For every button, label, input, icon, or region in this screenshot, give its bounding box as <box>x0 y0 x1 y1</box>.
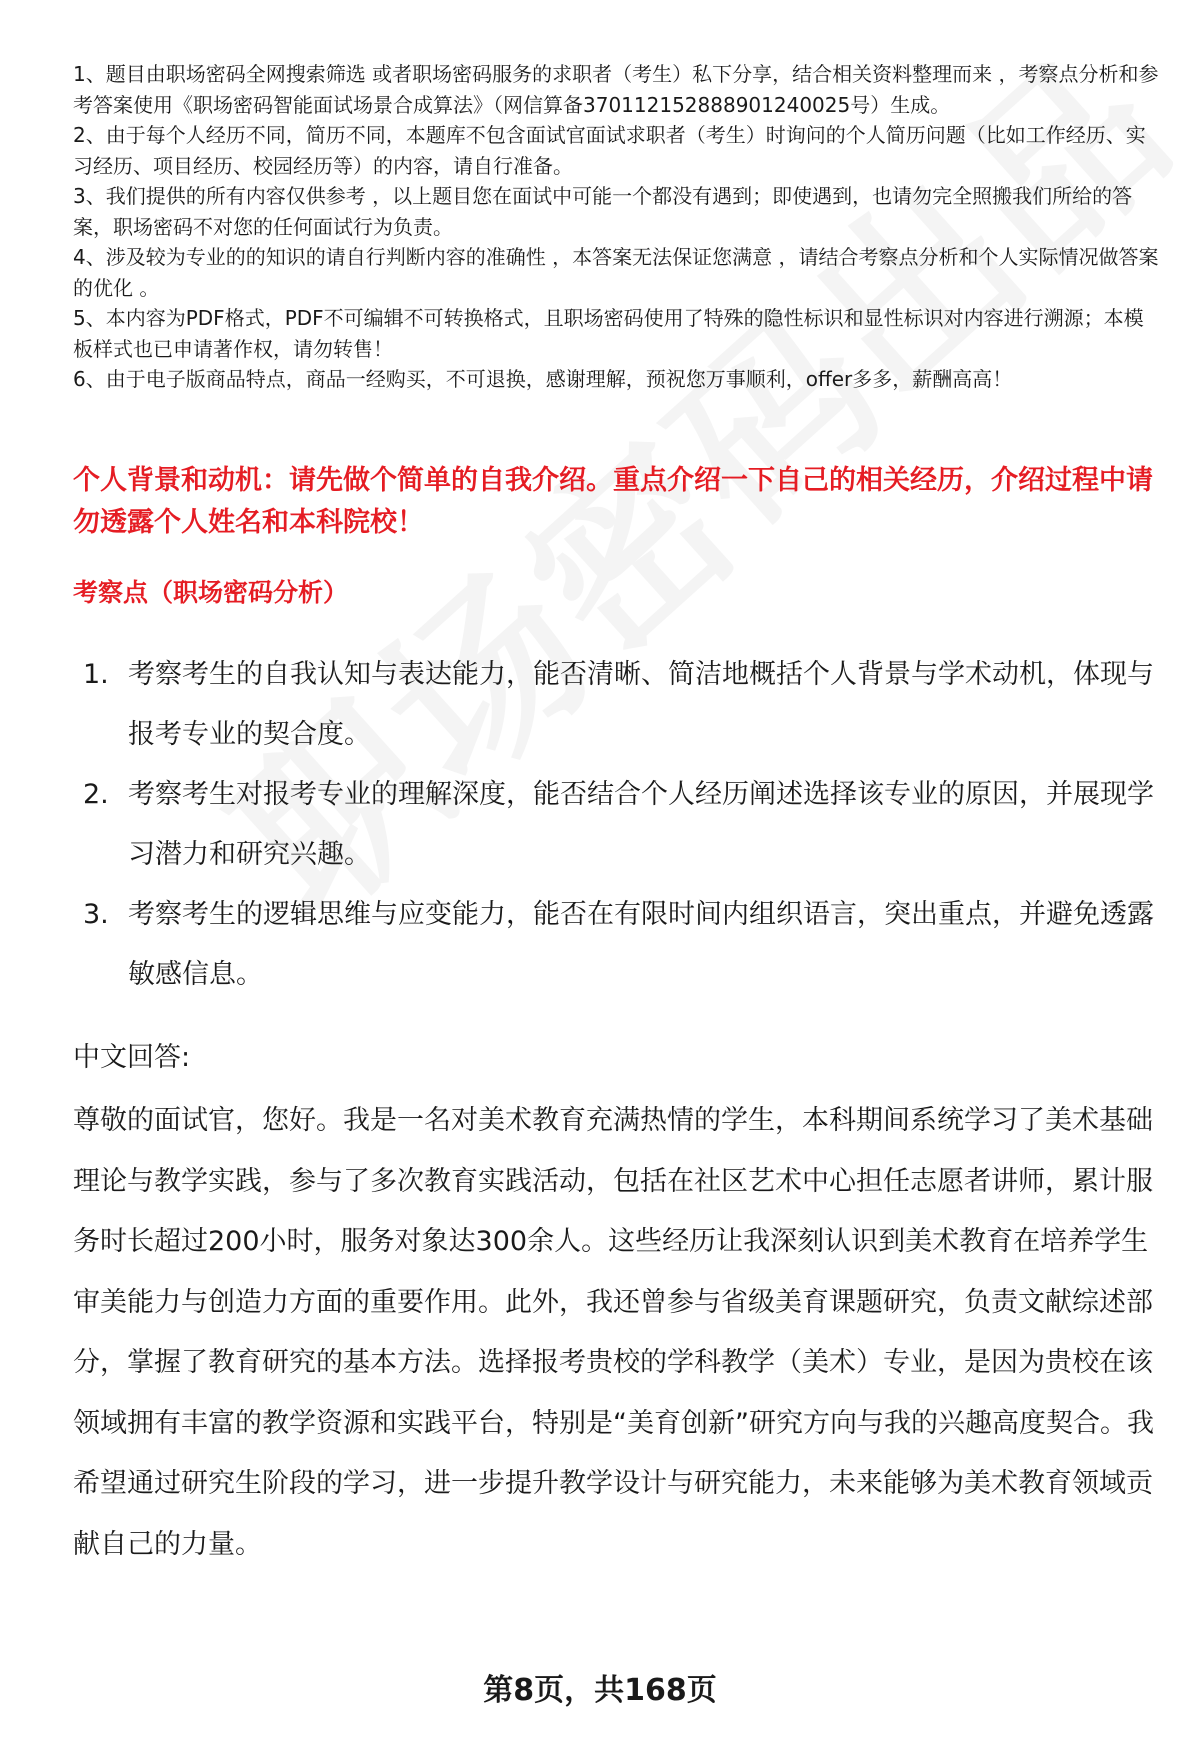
disclaimer-item-6: 6、由于电子版商品特点，商品一经购买，不可退换，感谢理解，预祝您万事顺利，offer多多，薪酬高高！ <box>73 367 1013 391</box>
answer-paragraph: 尊敬的面试官，您好。我是一名对美术教育充满热情的学生，本科期间系统学习了美术基础理论与教学实践，参与了多次教育实践活动，包括在社区艺术中心担任志愿者讲师，累计服务时长超过200小时，服务对象达300余人。这些经历让我深刻认识到美术教育在培养学生审美能力与创造力方面的重要作用。此外，我还曾参与省级美育课题研究，负责文献综述部分，掌握了教育研究的基本方法。选择报考贵校的学科教学（美术）专业，是因为贵校在该领域拥有丰富的教学资源和实践平台，特别是“美育创新”研究方向与我的兴趣高度契合。我希望通过研究生阶段的学习，进一步提升教学设计与研究能力，未来能够为美术教育领域贡献自己的力量。 <box>73 1105 1154 1560</box>
analysis-points-list <box>83 645 1158 1005</box>
list-item-text: 考察考生的自我认知与表达能力，能否清晰、简洁地概括个人背景与学术动机，体现与报考专业的契合度。 <box>128 659 1154 750</box>
list-item-number: 2. <box>83 779 109 810</box>
disclaimer-item-2: 2、由于每个人经历不同，简历不同，本题库不包含面试官面试求职者（考生）时询问的个人简历问题（比如工作经历、实习经历、项目经历、校园经历等）的内容，请自行准备。 <box>73 123 1146 178</box>
question-heading: 个人背景和动机：请先做个简单的自我介绍。重点介绍一下自己的相关经历，介绍过程中请勿透露个人姓名和本科院校！ <box>73 465 1153 538</box>
page-number: 第8页，共168页 <box>483 1673 717 1708</box>
list-item <box>83 765 1158 885</box>
disclaimer-item-4: 4、涉及较为专业的的知识的请自行判断内容的准确性 ，本答案无法保证您满意 ，请结合考察点分析和个人实际情况做答案的优化 。 <box>73 245 1159 300</box>
answer-label: 中文回答: <box>73 1042 191 1073</box>
list-item-text: 考察考生的逻辑思维与应变能力，能否在有限时间内组织语言，突出重点，并避免透露敏感信息。 <box>128 899 1154 990</box>
analysis-section-title: 考察点（职场密码分析） <box>73 578 349 607</box>
list-item-number: 1. <box>83 659 109 690</box>
list-item-text: 考察考生对报考专业的理解深度，能否结合个人经历阐述选择该专业的原因，并展现学习潜力和研究兴趣。 <box>128 779 1154 870</box>
list-item <box>83 645 1158 765</box>
disclaimer-item-3: 3、我们提供的所有内容仅供参考 ，以上题目您在面试中可能一个都没有遇到；即使遇到，也请勿完全照搬我们所给的答案，职场密码不对您的任何面试行为负责。 <box>73 184 1133 239</box>
disclaimer-block <box>73 59 1163 395</box>
list-item-number: 3. <box>83 899 109 930</box>
list-item <box>83 885 1158 1005</box>
disclaimer-item-1: 1、题目由职场密码全网搜索筛选 或者职场密码服务的求职者（考生）私下分享，结合相关资料整理而来 ，考察点分析和参考答案使用《职场密码智能面试场景合成算法》（网信算备370112152888901240025号）生成。 <box>73 62 1159 117</box>
disclaimer-item-5: 5、本内容为PDF格式，PDF不可编辑不可转换格式，且职场密码使用了特殊的隐性标识和显性标识对内容进行溯源；本模板样式也已申请著作权，请勿转售！ <box>73 306 1144 361</box>
